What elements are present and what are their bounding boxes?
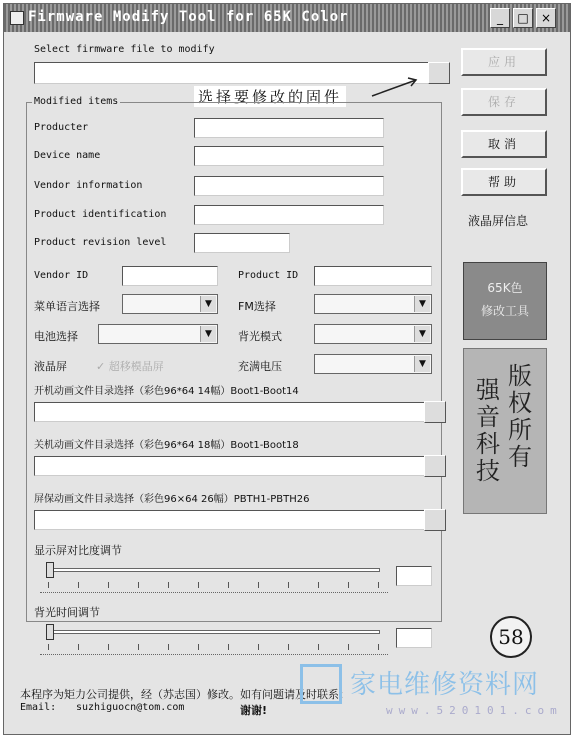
screensaver-animation-browse-button[interactable] bbox=[424, 509, 446, 531]
app-window bbox=[3, 3, 571, 735]
copyright-col1: 强音科技 bbox=[476, 376, 500, 485]
backlight-mode-select[interactable] bbox=[314, 324, 432, 344]
app-icon bbox=[10, 11, 24, 25]
boot-animation-label: 开机动画文件目录选择（彩色96*64 14幅）Boot1-Boot14 bbox=[34, 386, 299, 397]
watermark-text: 家电维修资料网 bbox=[350, 670, 540, 700]
title-bar bbox=[4, 4, 570, 32]
annotation-arrow-icon bbox=[364, 74, 424, 104]
panel-line1: 65K色 bbox=[487, 281, 523, 295]
email-address: suzhiguocn@tom.com bbox=[76, 702, 185, 713]
contrast-slider[interactable] bbox=[40, 562, 388, 593]
close-button[interactable]: × bbox=[536, 8, 556, 28]
product-id-input[interactable] bbox=[314, 266, 432, 286]
backlight-time-label: 背光时间调节 bbox=[34, 606, 100, 619]
watermark-url: www.520101.com bbox=[386, 704, 563, 717]
slider-thumb[interactable] bbox=[46, 624, 54, 640]
slider-track bbox=[48, 568, 380, 572]
device-name-label: Device name bbox=[34, 150, 101, 161]
email-label: Email: bbox=[20, 702, 57, 713]
boot-animation-input[interactable] bbox=[34, 402, 426, 422]
lcd-checkbox[interactable]: ✓ 超移模晶屏 bbox=[96, 360, 164, 373]
slider-track bbox=[48, 630, 380, 634]
browse-firmware-button[interactable] bbox=[428, 62, 450, 84]
vendor-information-label: Vendor information bbox=[34, 180, 143, 191]
product-identification-label: Product identification bbox=[34, 209, 167, 220]
product-revision-input[interactable] bbox=[194, 233, 290, 253]
backlight-time-slider[interactable] bbox=[40, 624, 388, 655]
lcd-info-label: 液晶屏信息 bbox=[468, 214, 529, 228]
slider-ticks bbox=[48, 582, 380, 588]
screensaver-animation-input[interactable] bbox=[34, 510, 426, 530]
save-button[interactable]: 保存 bbox=[461, 88, 547, 116]
window-title: Firmware Modify Tool for 65K Color bbox=[28, 9, 349, 25]
chevron-down-icon: ▼ bbox=[414, 326, 430, 342]
fm-select[interactable] bbox=[314, 294, 432, 314]
menu-language-select[interactable] bbox=[122, 294, 218, 314]
select-file-label: Select firmware file to modify bbox=[34, 44, 215, 55]
copyright-col2: 版权所有 bbox=[508, 362, 532, 471]
boot-animation-browse-button[interactable] bbox=[424, 401, 446, 423]
battery-label: 电池选择 bbox=[34, 330, 78, 343]
copyright-panel bbox=[463, 348, 547, 514]
footer-info: 本程序为矩力公司提供，经（苏志国）修改。如有问题请及时联系： bbox=[20, 688, 350, 701]
charge-voltage-label: 充满电压 bbox=[238, 360, 282, 373]
contrast-label: 显示屏对比度调节 bbox=[34, 544, 122, 557]
product-revision-label: Product revision level bbox=[34, 237, 167, 248]
producter-label: Producter bbox=[34, 122, 89, 133]
chevron-down-icon: ▼ bbox=[200, 326, 216, 342]
shutdown-animation-input[interactable] bbox=[34, 456, 426, 476]
backlight-time-value bbox=[396, 628, 432, 648]
tool-name-panel bbox=[463, 262, 547, 340]
chevron-down-icon: ▼ bbox=[200, 296, 216, 312]
annotation-text: 选择要修改的固件 bbox=[194, 86, 346, 107]
page-number-badge: 58 bbox=[490, 616, 532, 658]
battery-select[interactable] bbox=[98, 324, 218, 344]
cancel-button[interactable]: 取消 bbox=[461, 130, 547, 158]
slider-thumb[interactable] bbox=[46, 562, 54, 578]
product-identification-input[interactable] bbox=[194, 205, 384, 225]
vendor-information-input[interactable] bbox=[194, 176, 384, 196]
modified-items-label: Modified items bbox=[34, 96, 119, 107]
fm-label: FM选择 bbox=[238, 300, 276, 313]
contrast-value bbox=[396, 566, 432, 586]
thanks-text: 谢谢! bbox=[240, 704, 268, 717]
apply-button[interactable]: 应用 bbox=[461, 48, 547, 76]
screensaver-animation-label: 屏保动画文件目录选择（彩色96×64 26幅）PBTH1-PBTH26 bbox=[34, 494, 310, 505]
watermark bbox=[300, 664, 570, 724]
backlight-mode-label: 背光模式 bbox=[238, 330, 282, 343]
vendor-id-label: Vendor ID bbox=[34, 270, 89, 281]
watermark-logo-icon bbox=[300, 664, 342, 704]
lcd-label: 液晶屏 bbox=[34, 360, 67, 373]
panel-line2: 修改工具 bbox=[480, 304, 529, 318]
chevron-down-icon: ▼ bbox=[414, 296, 430, 312]
producter-input[interactable] bbox=[194, 118, 384, 138]
shutdown-animation-label: 关机动画文件目录选择（彩色96*64 18幅）Boot1-Boot18 bbox=[34, 440, 299, 451]
shutdown-animation-browse-button[interactable] bbox=[424, 455, 446, 477]
minimize-button[interactable]: _ bbox=[490, 8, 510, 28]
menu-language-label: 菜单语言选择 bbox=[34, 300, 100, 313]
maximize-button[interactable]: □ bbox=[513, 8, 533, 28]
device-name-input[interactable] bbox=[194, 146, 384, 166]
help-button[interactable]: 帮助 bbox=[461, 168, 547, 196]
product-id-label: Product ID bbox=[238, 270, 299, 281]
slider-ticks bbox=[48, 644, 380, 650]
charge-voltage-select[interactable] bbox=[314, 354, 432, 374]
vendor-id-input[interactable] bbox=[122, 266, 218, 286]
chevron-down-icon: ▼ bbox=[414, 356, 430, 372]
